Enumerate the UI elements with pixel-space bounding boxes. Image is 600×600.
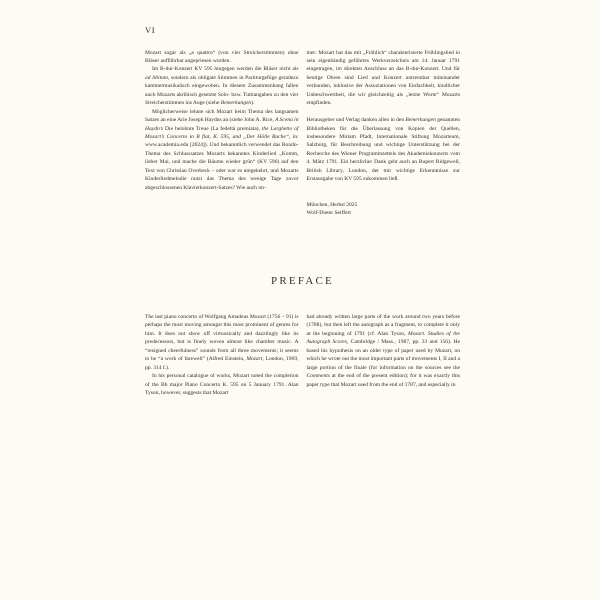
paragraph-german-1: Mozart sogar als „a quattro“ (von vier Streicherstimmen) ohne Bläser aufführbar angepriesen wurden.	[145, 49, 299, 64]
preface-right-column	[307, 313, 461, 398]
text-run: , sondern als obligate Stimmen in Partiturgefüge geradezu kammermusikalisch eingewoben. In diesem Zusammenhang fallen auch Mozarts akribisch gesetzte Solo- bzw. Tuttiangaben zu den vier Streicherstimmen ins Auge (siehe	[145, 74, 299, 107]
paragraph-preface-3	[307, 313, 461, 390]
text-run: , London, 1969, pp. 314 f.).	[145, 356, 299, 371]
italic-comments-ref: Comments	[306, 373, 330, 380]
preface-left-column	[145, 313, 299, 398]
italic-tyson-title: Mozart. Studies of the Autograph Scores	[306, 330, 460, 346]
text-run: Im B-dur-Konzert KV 595 hingegen werden die Bläser nicht als	[152, 66, 299, 73]
german-text-columns	[145, 49, 460, 218]
text-run: The last piano concerto of Wolfgang Amadeus Mozart (1756 – 91) is perhaps the most moving amongst this most prominent of genres for him. It does not show off virtuosically and dazzlingly like its predecessors, but is finely woven almost like chamber music. A “resigned cheerfulness” sounds from all three movements; it seems to be “a work of farewell” (Alfred Einstein,	[145, 313, 299, 363]
signature-place-date: München, Herbst 2025	[306, 201, 358, 208]
text-run: had already written large parts of the work around two years before (1788), but then left the autograph as a fragment, to complete it only at the beginning of 1791 (cf. Alan Tyson,	[306, 313, 460, 337]
italic-citation-title-1: A Scena in Haydn’s	[145, 117, 299, 132]
paragraph-german-4: mer: Mozart hat das mit „Fröhlich“ charakterisierte Frühlingslied in sein eigenhändig geführtes Werkverzeichnis am 14. Januar 1791 eingetragen, im direkten Anschluss an das B-dur-Konzert. Und für heutige Ohren sind Lied und Konzert untrennbar miteinander verbunden, inklusive der Assoziationen von Einfachheit, kindlicher Unbeschwertheit, die wir gleichzeitig als „letzte Worte“ Mozarts empfinden.	[306, 49, 460, 107]
italic-einstein-mozart: Mozart	[246, 356, 263, 363]
signature-editor-name: Wolf-Dieter Seiffert	[306, 210, 351, 217]
german-right-column	[307, 49, 461, 218]
text-run: , Cambridge / Mass., 1987, pp. 33 and 156). He based his hypothesis on an older type of paper used by Mozart, on which he wrote out the most important parts of movements I, II and a large portion of the finale (for information on the sources see the	[306, 339, 460, 371]
italic-citation-title-2: the Larghetto of Mozart’s Concerto in B flat, K. 595, and „Der Hölle Rache“	[145, 125, 299, 141]
paragraph-german-3	[145, 108, 299, 193]
italic-bemerkungen-ref: Bemerkungen	[405, 117, 436, 124]
text-run: Möglicherweise lehnte sich Mozart beim Thema des langsamen Satzes an eine Arie Joseph Haydns an (siehe John A. Rice,	[145, 108, 299, 124]
text-run: Die belohnte Treue (La fedeltà premiata),	[163, 125, 262, 132]
paragraph-acknowledgments	[307, 116, 461, 184]
page-number: VI	[145, 25, 156, 35]
paragraph-german-2	[145, 65, 299, 107]
paragraph-preface-2: In his personal catalogue of works, Mozart noted the completion of the Bb major Piano Concerto K. 595 on 5 January 1791. Alan Tyson, however, suggests that Mozart	[145, 373, 299, 397]
paragraph-preface-1	[145, 313, 299, 373]
signature-block	[307, 201, 461, 218]
text-run: , in: www.academia.edu [2024]). Und bekanntlich verwendet das Rondo-Thema des Schlusssatzes Mozarts bekanntes Kinderlied „Komm, lieber Mai, und mache die Bäume wieder grün“ (KV 596) auf den Text von Christian Overbeck – oder war es umgekehrt, und Mozarts Kinderliedmelodie nutzt das Thema des wenige Tage zuvor abgeschlossenen Klavierkonzert-Satzes? Wie auch im-	[145, 134, 299, 191]
italic-bemerkungen: Bemerkungen	[220, 100, 252, 107]
italic-ad-libitum: ad libitum	[145, 74, 168, 81]
preface-text-columns	[145, 313, 460, 398]
text-run: ).	[251, 100, 255, 107]
page-content-area	[145, 26, 460, 571]
text-run: at the end of the present edition); for it was exactly this paper type that Mozart used from the end of 1787, and especially in	[306, 373, 460, 388]
text-run: genannten Bibliotheken für die Überlassung von Kopien der Quellen, insbesondere Miriam Pfadt, Internationale Stiftung Mozarteum, Salzburg, für Beschreibung und wichtige Unterstützung bei der Recherche des Wiener Programmzettels des Akademiekonzerts vom 4. März 1791. Ein herzlicher Dank geht auch an Rupert Ridgewell, British Library, London, der mir wichtige Erkenntnisse zur Erstausgabe von KV 595 zukommen ließ.	[306, 117, 460, 183]
preface-heading: PREFACE	[271, 274, 334, 287]
german-left-column	[145, 49, 299, 218]
text-run: Herausgeber und Verlag danken allen in den	[306, 117, 406, 124]
